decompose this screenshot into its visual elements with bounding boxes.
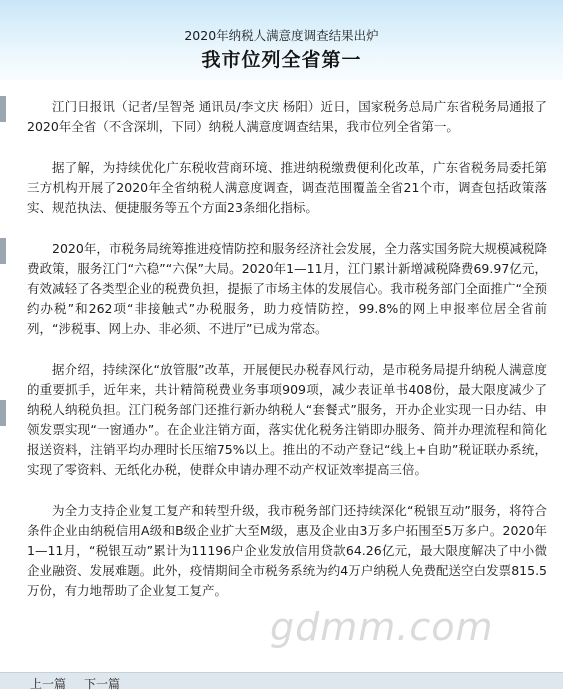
article-headline: 我市位列全省第一 <box>201 49 362 71</box>
article-paragraph: 据了解，为持续优化广东税收营商环境、推进纳税缴费便利化改革，广东省税务局委托第三方机构开展了2020年全省纳税人满意度调查，调查范围覆盖全省21个市，调查包括政策落实、规范执法、便捷服务等五个方面23条细化指标。 <box>27 160 547 215</box>
watermark-logo: gdmm.com <box>270 605 494 649</box>
article-subtitle: 2020年纳税人满意度调查结果出炉 <box>184 28 379 43</box>
margin-marker <box>0 400 6 426</box>
article-paragraph: 为全力支持企业复工复产和转型升级，我市税务部门还持续深化“税银互动”服务，将符合条件企业由纳税信用A级和B级企业扩大至M级，惠及企业由3万多户拓围至5万多户。2020年1—11月，“税银互动”累计为11196户企业发放信用贷款64.26亿元，最大限度解决了中小微企业融资、发展难题。此外，疫情期间全市税务系统为约4万户纳税人免费配送空白发票815.5万份，有力地帮助了企业复工复产。 <box>27 503 547 598</box>
article-body <box>27 97 547 622</box>
previous-article-link[interactable]: 上一篇 <box>30 677 67 691</box>
article-paragraph: 2020年，市税务局统筹推进疫情防控和服务经济社会发展，全力落实国务院大规模减税降费政策，服务江门“六稳”“六保”大局。2020年1—11月，江门累计新增减税降费69.97亿元，有效减轻了各类型企业的税费负担，提振了市场主体的发展信心。我市税务部门全面推广“全预约办税”和262项“非接触式”办税服务，助力疫情防控，99.8%的网上申报率位居全省前列，“涉税事、网上办、非必须、不进厅”已成为常态。 <box>27 241 547 336</box>
next-article-link[interactable]: 下一篇 <box>84 677 121 691</box>
pagination-bar <box>0 672 563 689</box>
article-paragraph: 据介绍，持续深化“放管服”改革，开展便民办税春风行动，是市税务局提升纳税人满意度的重要抓手，近年来，共计精简税费业务事项909项，减少表证单书408份，最大限度减少了纳税人纳税负担。江门税务部门还推行新办纳税人“套餐式”服务，开办企业实现一日办结、申领发票实现“一窗通办”。在企业注销方面，落实优化税务注销即办服务、简并办理流程和简化报送资料，注销平均办理时长压缩75%以上。推出的不动产登记“线上+自助”税证联办系统，实现了零资料、无纸化办税，使群众申请办理不动产权证效率提高三倍。 <box>27 362 547 477</box>
header-banner <box>0 0 563 80</box>
article-paragraph: 江门日报讯（记者/呈智尧 通讯员/李文庆 杨阳）近日，国家税务总局广东省税务局通报了2020年全省（不含深圳，下同）纳税人满意度调查结果，我市位列全省第一。 <box>27 99 547 134</box>
margin-marker <box>0 238 6 264</box>
margin-marker <box>0 96 6 122</box>
